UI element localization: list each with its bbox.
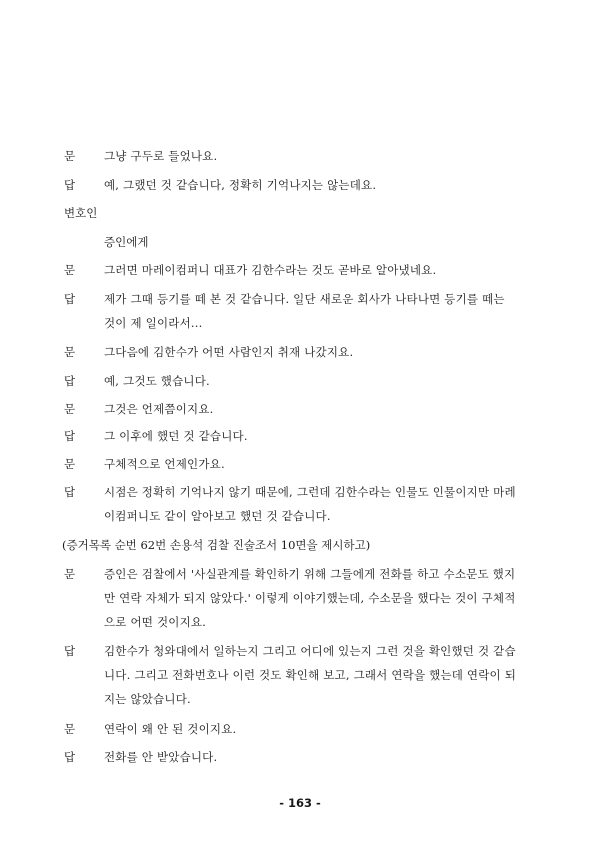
text-line: 그 이후에 했던 것 같습니다. — [104, 429, 248, 443]
text-line: 예, 그랬던 것 같습니다, 정확히 기억나지는 않는데요. — [104, 178, 377, 192]
entry-label: 답 — [64, 644, 76, 658]
speaker-label: 변호인 — [64, 206, 98, 220]
entry-label: 문 — [64, 567, 76, 581]
text-line: 지는 않았습니다. — [104, 692, 191, 706]
entry-text — [104, 262, 536, 278]
entry-text — [104, 373, 536, 389]
text-line: 연락이 왜 안 된 것이지요. — [104, 722, 237, 736]
evidence-note: (증거목록 순번 62번 손용석 검찰 진술조서 10면을 제시하고) — [62, 538, 371, 552]
text-line: 전화를 안 받았습니다. — [104, 750, 218, 764]
entry-label: 답 — [64, 178, 76, 192]
text-line: 니다. 그리고 전화번호나 이런 것도 확인해 보고, 그래서 연락을 했는데 연락이 되 — [104, 668, 517, 682]
entry-text — [104, 484, 536, 524]
entry-label: 문 — [64, 149, 76, 163]
entry-label: 문 — [64, 263, 76, 277]
entry-text — [104, 643, 536, 707]
entry-label: 문 — [64, 402, 76, 416]
entry-label: 문 — [64, 457, 76, 471]
text-line: 증인은 검찰에서 '사실관계를 확인하기 위해 그들에게 전화를 하고 수소문도 했지 — [104, 567, 516, 581]
entry-text — [104, 148, 536, 164]
text-line: 시점은 정확히 기억나지 않기 때문에, 그런데 김한수라는 인물도 인물이지만 마레 — [104, 485, 516, 499]
entry-label: 답 — [64, 429, 76, 443]
entry-text — [104, 428, 536, 444]
addressee-line: 증인에게 — [104, 235, 149, 249]
entry-text — [104, 456, 536, 472]
text-line: 만 연락 자체가 되지 않았다.' 이렇게 이야기했는데, 수소문을 했다는 것이 구체적 — [104, 591, 516, 605]
page-number: - 163 - — [279, 796, 321, 810]
text-line: 그것은 언제쯤이지요. — [104, 402, 214, 416]
entry-text — [104, 291, 536, 331]
text-line: 예, 그것도 했습니다. — [104, 374, 210, 388]
entry-label: 문 — [64, 722, 76, 736]
entry-label: 답 — [64, 374, 76, 388]
text-line: 구체적으로 언제인가요. — [104, 457, 225, 471]
text-line: 것이 제 일이라서... — [104, 316, 203, 330]
text-line: 제가 그때 등기를 떼 본 것 같습니다. 일단 새로운 회사가 나타나면 등기를 떼는 — [104, 292, 505, 306]
text-line: 으로 어떤 것이지요. — [104, 615, 207, 629]
text-line: 김한수가 청와대에서 일하는지 그리고 어디에 있는지 그런 것을 확인했던 것 같습 — [104, 644, 516, 658]
entry-text — [104, 566, 536, 630]
text-line: 그러면 마레이컴퍼니 대표가 김한수라는 것도 곧바로 알아냈네요. — [104, 263, 437, 277]
entry-label: 답 — [64, 292, 76, 306]
entry-text — [104, 177, 536, 193]
entry-text — [104, 749, 536, 765]
text-line: 그다음에 김한수가 어떤 사람인지 취재 나갔지요. — [104, 345, 354, 359]
entry-label: 문 — [64, 345, 76, 359]
entry-label: 답 — [64, 485, 76, 499]
text-line: 그냥 구두로 들었나요. — [104, 149, 218, 163]
entry-label: 답 — [64, 750, 76, 764]
entry-text — [104, 721, 536, 737]
text-line: 이컴퍼니도 같이 알아보고 했던 것 같습니다. — [104, 509, 331, 523]
entry-text — [104, 401, 536, 417]
entry-text — [104, 344, 536, 360]
